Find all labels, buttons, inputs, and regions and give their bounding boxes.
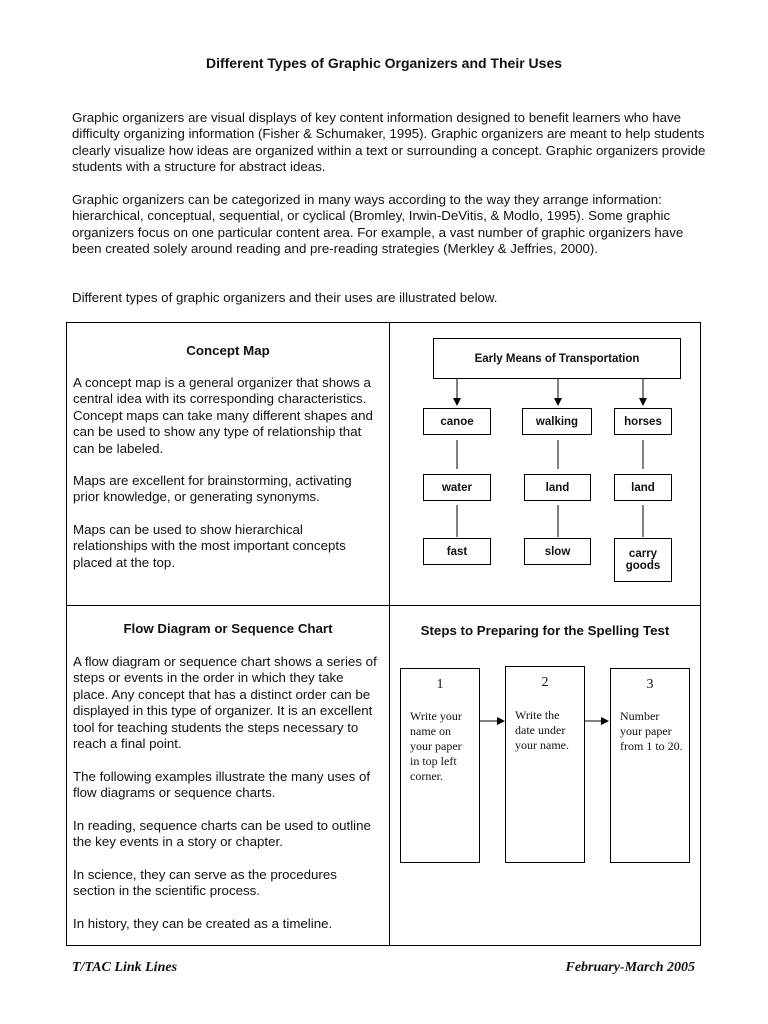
flow-diagram-paragraph: A flow diagram or sequence chart shows a series of steps or events in the order in which they take place. Any concept that has a distinct order can be displayed in this type of organizer. It is an excellent tool for teaching students the steps necessary to reach a final point. — [73, 654, 377, 752]
intro-paragraph: Graphic organizers are visual displays of key content information designed to benefit learners who have difficulty organizing information (Fisher & Schumaker, 1995). Graphic organizers are meant to help students clearly visualize how ideas are organized within a text or surrounding a concept. Graphic organizers provide students with a structure for abstract ideas. — [72, 110, 706, 175]
flow-diagram-paragraph: In history, they can be created as a timeline. — [73, 916, 333, 931]
concept-node: horses — [614, 408, 672, 435]
concept-node: canoe — [423, 408, 491, 435]
flow-diagram-paragraph: In science, they can serve as the procedures section in the scientific process. — [73, 867, 337, 899]
step-text: Write the date under your name. — [515, 708, 569, 752]
intro-paragraph: Graphic organizers can be categorized in many ways according to the way they arrange information: hierarchical, conceptual, sequential, or cyclical (Bromley, Irwin-DeVitis, & Modlo, 1995). Some graphic organizers focus on one particular content area. For example, a vast number of graphic organizers have been created solely around reading and pre-reading strategies (Merkley & Jeffries, 2000). — [72, 192, 684, 257]
concept-map-root-box: Early Means of Transportation — [433, 338, 681, 379]
concept-map-paragraph: Maps are excellent for brainstorming, activating prior knowledge, or generating synonyms. — [73, 473, 352, 505]
footer-date: February-March 2005 — [565, 960, 695, 975]
step-text: Write your name on your paper in top left corner. — [410, 709, 462, 783]
flow-diagram-paragraph: In reading, sequence charts can be used to outline the key events in a story or chapter. — [73, 818, 371, 850]
step-number: 2 — [541, 675, 549, 690]
concept-node: walking — [522, 408, 592, 435]
step-text: Number your paper from 1 to 20. — [620, 709, 683, 753]
page-title: Different Types of Graphic Organizers and Their Uses — [205, 55, 563, 71]
sequence-step — [610, 668, 690, 863]
organizer-table — [66, 322, 701, 946]
intro-paragraph: Different types of graphic organizers and their uses are illustrated below. — [72, 290, 498, 305]
concept-node: fast — [423, 538, 491, 565]
flow-example-title: Steps to Preparing for the Spelling Test — [420, 623, 670, 638]
sequence-step — [400, 668, 480, 863]
concept-map-heading: Concept Map — [186, 343, 270, 358]
step-number: 1 — [436, 677, 444, 692]
concept-map-paragraph: A concept map is a general organizer that shows a central idea with its corresponding characteristics. Concept maps can take many different shapes and can be used to show any type of relationship that can be labeled. — [73, 375, 373, 456]
flow-diagram-paragraph: The following examples illustrate the many uses of flow diagrams or sequence charts. — [73, 769, 371, 801]
concept-map-paragraph: Maps can be used to show hierarchical relationships with the most important concepts placed at the top. — [73, 522, 346, 570]
concept-node: water — [423, 474, 491, 501]
step-number: 3 — [646, 677, 654, 692]
concept-node: land — [614, 474, 672, 501]
concept-node: slow — [524, 538, 591, 565]
sequence-step — [505, 666, 585, 863]
footer-publication: T/TAC Link Lines — [72, 960, 178, 975]
concept-node: land — [524, 474, 591, 501]
concept-node: carry goods — [614, 538, 672, 582]
flow-diagram-heading: Flow Diagram or Sequence Chart — [123, 621, 333, 636]
